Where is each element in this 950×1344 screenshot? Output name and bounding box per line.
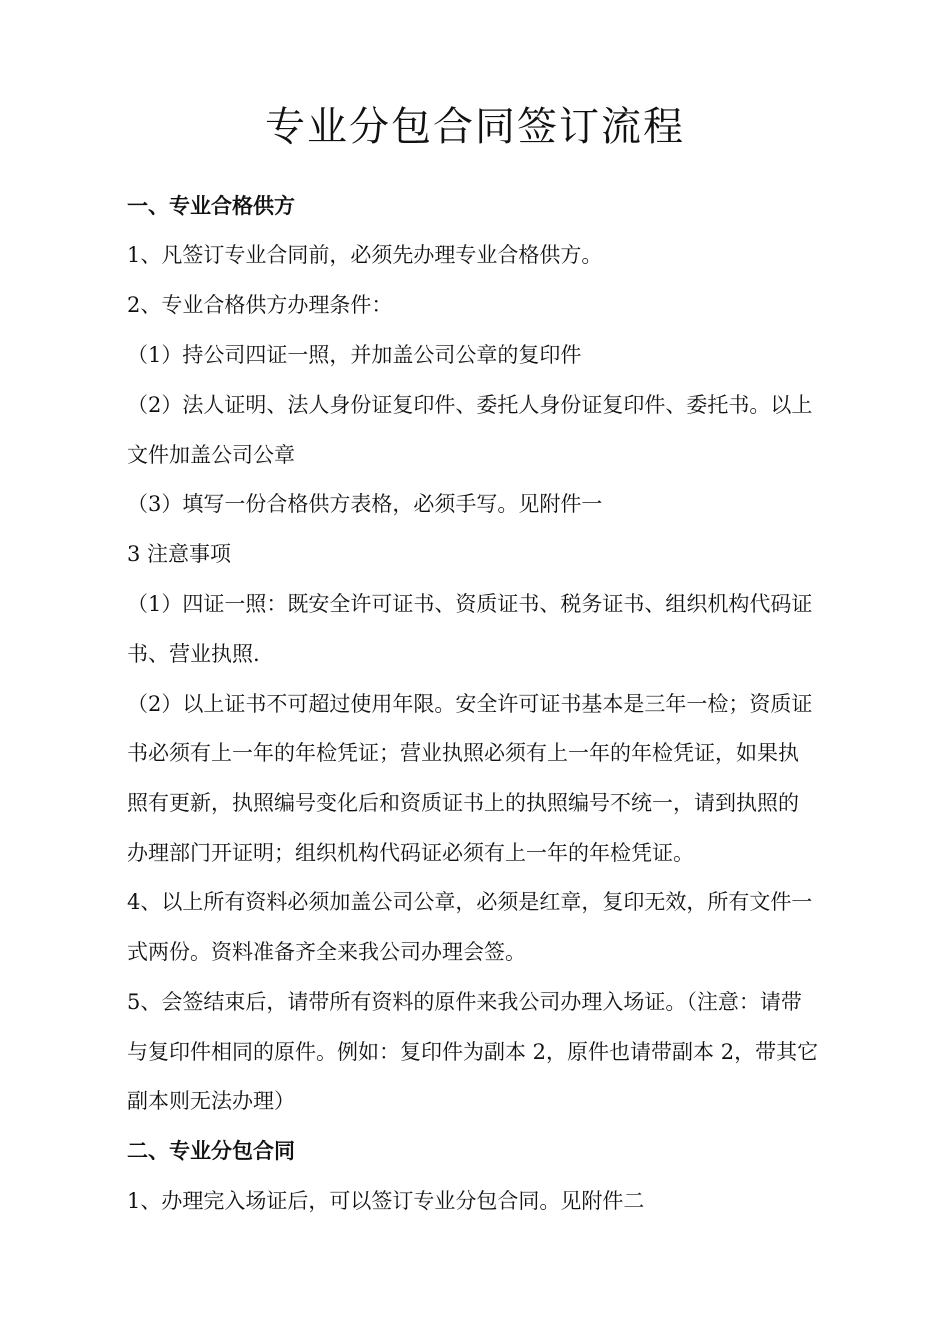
paragraph-line: 照有更新，执照编号变化后和资质证书上的执照编号不统一，请到执照的	[127, 791, 799, 815]
paragraph-line: 副本则无法办理）	[127, 1089, 295, 1113]
section-heading-subcontract: 二、专业分包合同	[127, 1138, 295, 1163]
document-title: 专业分包合同签订流程	[265, 104, 685, 150]
paragraph-line: 1、办理完入场证后，可以签订专业分包合同。见附件二	[127, 1189, 645, 1213]
paragraph-line: （3）填写一份合格供方表格，必须手写。见附件一	[127, 492, 603, 516]
paragraph-line: 2、专业合格供方办理条件：	[127, 293, 393, 317]
paragraph-line: （2）以上证书不可超过使用年限。安全许可证书基本是三年一检；资质证	[127, 692, 813, 716]
paragraph-line: （2）法人证明、法人身份证复印件、委托人身份证复印件、委托书。以上	[127, 393, 813, 417]
paragraph-line: 式两份。资料准备齐全来我公司办理会签。	[127, 940, 526, 964]
paragraph-line: （1）四证一照：既安全许可证书、资质证书、税务证书、组织机构代码证	[127, 592, 813, 616]
paragraph-line: 1、凡签订专业合同前，必须先办理专业合格供方。	[127, 243, 603, 267]
paragraph-line: 办理部门开证明；组织机构代码证必须有上一年的年检凭证。	[127, 841, 694, 865]
paragraph-line: 5、会签结束后，请带所有资料的原件来我公司办理入场证。（注意：请带	[127, 990, 802, 1014]
paragraph-line: （1）持公司四证一照，并加盖公司公章的复印件	[127, 343, 582, 367]
paragraph-line: 3 注意事项	[127, 542, 232, 566]
paragraph-line: 书必须有上一年的年检凭证；营业执照必须有上一年的年检凭证，如果执	[127, 741, 799, 765]
section-heading-qualified-supplier: 一、专业合格供方	[127, 193, 295, 218]
paragraph-line: 与复印件相同的原件。例如：复印件为副本 2，原件也请带副本 2，带其它	[127, 1040, 819, 1064]
paragraph-line: 文件加盖公司公章	[127, 443, 295, 467]
paragraph-line: 书、营业执照.	[127, 642, 260, 666]
paragraph-line: 4、以上所有资料必须加盖公司公章，必须是红章，复印无效，所有文件一	[127, 890, 813, 914]
